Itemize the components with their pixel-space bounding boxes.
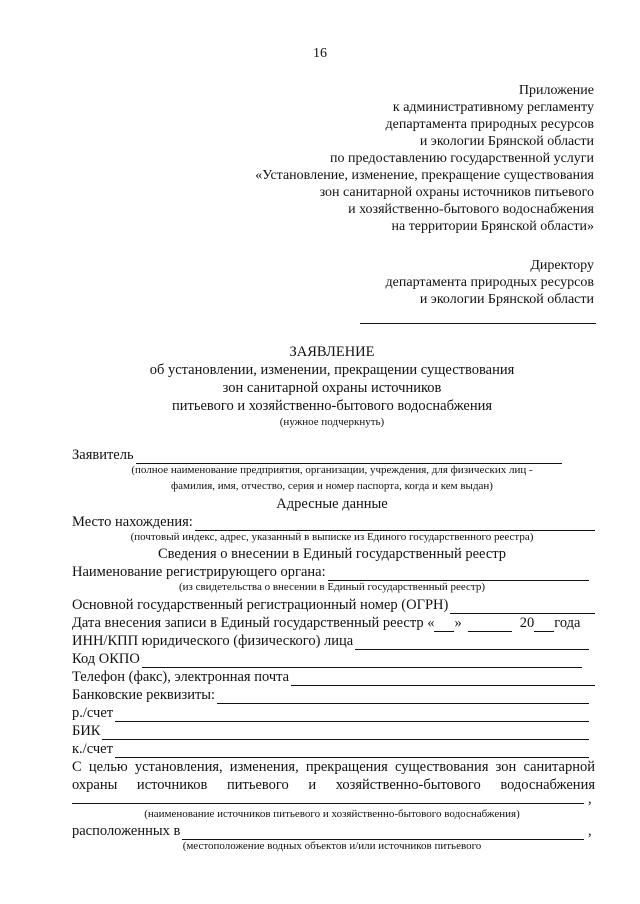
applicant-hint: фамилия, имя, отчество, серия и номер паспорта, когда и кем выдан) — [171, 480, 493, 492]
located-hint: (местоположение водных объектов и/или источников питьевого — [182, 840, 482, 852]
okpo-label: Код ОКПО — [72, 651, 140, 667]
appendix-line: «Установление, изменение, прекращение существования — [255, 168, 594, 183]
document-title: ЗАЯВЛЕНИЕ — [289, 344, 375, 360]
inn-label: ИНН/КПП юридического (физического) лица — [72, 633, 354, 649]
account-field[interactable] — [115, 708, 589, 722]
addressee-line: департамента природных ресурсов — [385, 275, 594, 290]
okpo-row — [72, 650, 582, 668]
appendix-line: зон санитарной охраны источников питьевого — [319, 185, 594, 200]
appendix-line: Приложение — [518, 83, 594, 98]
reg-body-hint: (из свидетельства о внесении в Единый государственный реестр) — [178, 581, 486, 593]
appendix-line: департамента природных ресурсов — [385, 117, 594, 132]
located-label: расположенных в — [72, 823, 181, 839]
entry-date-quote: » — [454, 615, 462, 631]
bank-label: Банковские реквизиты: — [72, 687, 216, 703]
corr-account-row — [72, 740, 589, 758]
purpose-text-line: С целью установления, изменения, прекращения существования зон санитарной — [72, 759, 595, 775]
addressee-block — [386, 257, 594, 308]
sources-field[interactable] — [72, 790, 584, 804]
addressee-line: Директору — [530, 258, 594, 273]
phone-field[interactable] — [291, 672, 595, 686]
applicant-hint: (полное наименование предприятия, организации, учреждения, для физических лиц - — [131, 464, 533, 476]
registry-section-title: Сведения о внесении в Единый государственный реестр — [157, 546, 507, 562]
appendix-line: по предоставлению государственной услуги — [330, 151, 594, 166]
appendix-line: и хозяйственно-бытового водоснабжения — [348, 202, 594, 217]
appendix-block — [255, 82, 594, 235]
phone-row — [72, 668, 595, 686]
comma: , — [588, 791, 592, 807]
bik-label: БИК — [72, 723, 101, 739]
location-label: Место нахождения: — [72, 514, 193, 530]
inn-field[interactable] — [355, 636, 589, 650]
corr-account-field[interactable] — [115, 744, 589, 758]
entry-date-label: Дата внесения записи в Единый государственный реестр « — [72, 615, 435, 631]
entry-day-field[interactable] — [434, 618, 454, 632]
ogrn-row — [72, 596, 595, 614]
comma: , — [588, 823, 592, 839]
entry-year-prefix: 20 — [519, 615, 535, 631]
phone-label: Телефон (факс), электронная почта — [72, 669, 290, 685]
heading-line: зон санитарной охраны источников — [222, 380, 442, 396]
addressee-line: и экологии Брянской области — [419, 292, 594, 307]
page-number: 16 — [313, 46, 327, 61]
bik-row — [72, 722, 589, 740]
sources-hint: (наименование источников питьевого и хозяйственно-бытового водоснабжения) — [144, 808, 520, 820]
heading-line: питьевого и хозяйственно-бытового водоснабжения — [171, 398, 493, 414]
appendix-line: и экологии Брянской области — [419, 134, 594, 149]
corr-account-label: к./счет — [72, 741, 113, 757]
appendix-line: на территории Брянской области» — [391, 219, 594, 234]
ogrn-label: Основной государственный регистрационный номер (ОГРН) — [72, 597, 449, 613]
location-hint: (почтовый индекс, адрес, указанный в выписке из Единого государственного реестра) — [130, 531, 534, 543]
address-section-title: Адресные данные — [276, 496, 388, 512]
bank-row — [72, 686, 589, 704]
applicant-label: Заявитель — [72, 447, 134, 463]
purpose-text-line: охраны источников питьевого и хозяйственно-бытового водоснабжения — [72, 777, 595, 793]
reg-body-label: Наименование регистрирующего органа: — [72, 564, 326, 580]
heading-line: об установлении, изменении, прекращении существования — [149, 362, 515, 378]
entry-month-field[interactable] — [468, 618, 512, 632]
account-label: р./счет — [72, 705, 114, 721]
bik-field[interactable] — [102, 726, 589, 740]
ogrn-field[interactable] — [450, 600, 595, 614]
entry-year-suffix: года — [554, 615, 581, 631]
inn-row — [72, 632, 589, 650]
okpo-field[interactable] — [142, 654, 582, 668]
bank-field[interactable] — [217, 690, 589, 704]
heading-note: (нужное подчеркнуть) — [279, 416, 385, 428]
director-name-line[interactable] — [360, 323, 596, 324]
account-row — [72, 704, 589, 722]
entry-date-row — [72, 614, 595, 632]
entry-year-field[interactable] — [534, 618, 554, 632]
appendix-line: к административному регламенту — [392, 100, 594, 115]
